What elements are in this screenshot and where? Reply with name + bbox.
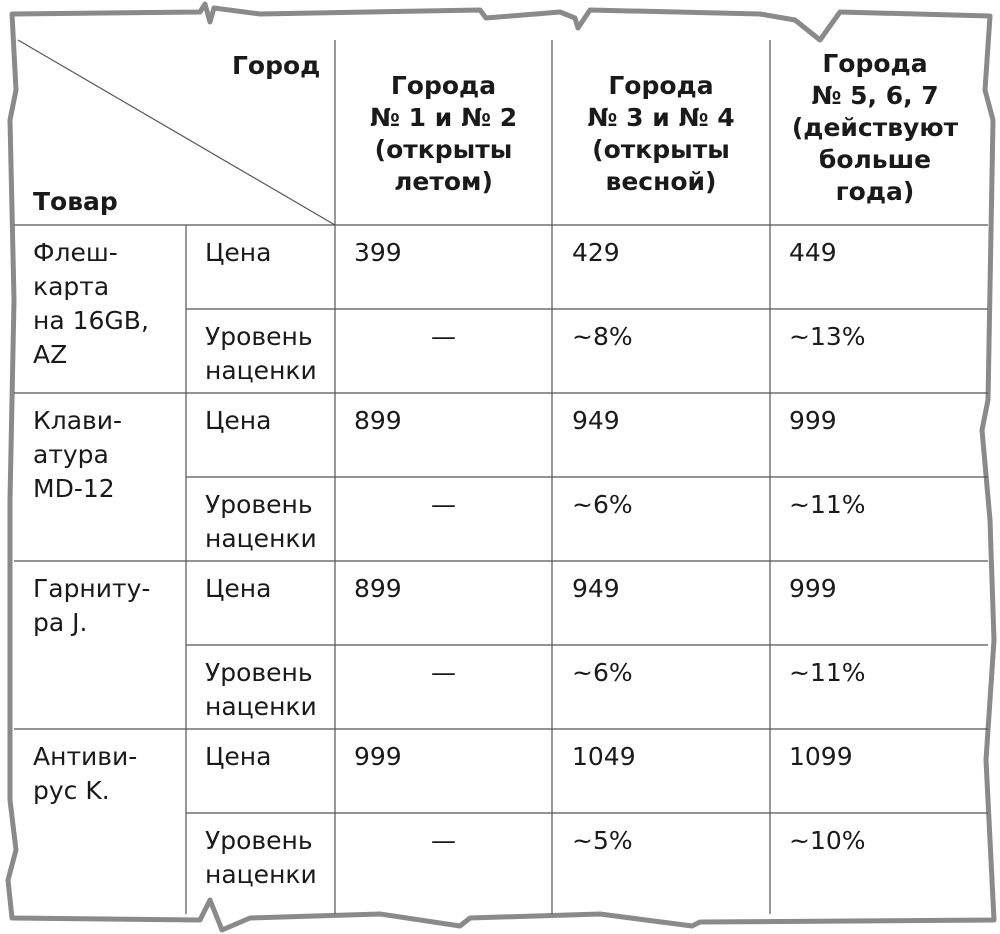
price-value: 899 xyxy=(354,406,402,435)
markup-value: ~11% xyxy=(789,658,866,687)
header-cities-1-2: Города № 1 и № 2 (открыты летом) xyxy=(369,71,518,196)
product-name: Клави- атура MD-12 xyxy=(33,406,123,503)
price-value: 899 xyxy=(354,574,402,603)
markup-value: — xyxy=(431,658,456,687)
markup-value: — xyxy=(431,322,456,351)
price-value: 949 xyxy=(572,574,620,603)
price-value: 999 xyxy=(354,742,402,771)
markup-value: ~6% xyxy=(572,658,633,687)
price-value: 999 xyxy=(789,406,837,435)
price-value: 949 xyxy=(572,406,620,435)
header-cities-5-6-7: Города № 5, 6, 7 (действуют больше года) xyxy=(791,49,959,206)
product-name: Гарниту- ра J. xyxy=(33,574,151,637)
markup-value: ~6% xyxy=(572,490,633,519)
price-value: 399 xyxy=(354,238,402,267)
header-city-label: Город xyxy=(232,51,321,80)
row-label-price: Цена xyxy=(205,406,272,435)
header-product-label: Товар xyxy=(33,187,118,216)
price-value: 999 xyxy=(789,574,837,603)
product-name: Флеш- карта на 16GB, AZ xyxy=(33,238,149,369)
row-label-markup: Уровень наценки xyxy=(205,658,317,721)
row-label-markup: Уровень наценки xyxy=(205,826,317,889)
row-label-markup: Уровень наценки xyxy=(205,322,317,385)
price-value: 1049 xyxy=(572,742,636,771)
price-value: 449 xyxy=(789,238,837,267)
price-value: 429 xyxy=(572,238,620,267)
markup-value: — xyxy=(431,826,456,855)
header-cities-3-4: Города № 3 и № 4 (открыты весной) xyxy=(587,71,735,196)
markup-value: ~11% xyxy=(789,490,866,519)
row-label-price: Цена xyxy=(205,742,272,771)
markup-value: — xyxy=(431,490,456,519)
markup-value: ~8% xyxy=(572,322,633,351)
row-label-markup: Уровень наценки xyxy=(205,490,317,553)
product-name: Антиви- рус K. xyxy=(33,742,138,805)
row-label-price: Цена xyxy=(205,238,272,267)
markup-value: ~10% xyxy=(789,826,866,855)
price-value: 1099 xyxy=(789,742,853,771)
markup-value: ~5% xyxy=(572,826,633,855)
row-label-price: Цена xyxy=(205,574,272,603)
markup-value: ~13% xyxy=(789,322,866,351)
